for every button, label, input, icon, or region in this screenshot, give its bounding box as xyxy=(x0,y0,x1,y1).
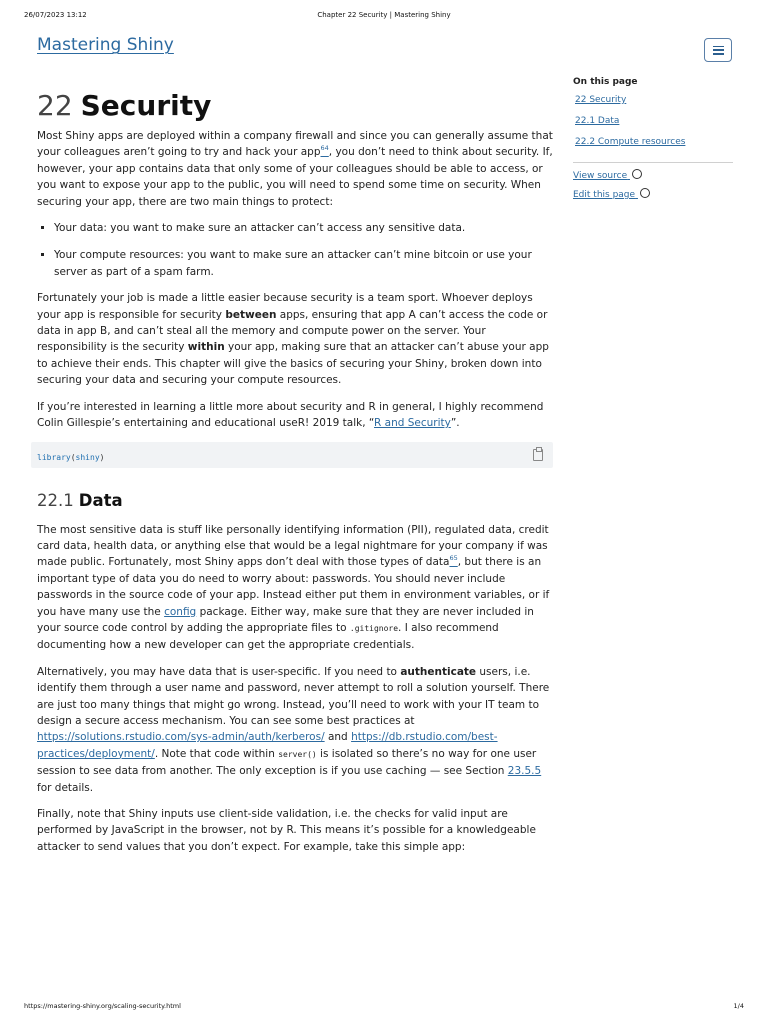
data-paragraph-1: The most sensitive data is stuff like personally identifying information (PII), regulated data, credit card data, health data, or anything else that would be a legal nightmare for your company if was made public. Fortunately, most Shiny apps don’t deal with those types of data$^{65}$, but there is an important type of data you do need to worry about: passwords. You should never include passwords in the source code of your app. Instead either put them in environment variables, or if you have many use the config package. Either way, make sure that they are never included in your source code control by adding the appropriate files to .gitignore. I also recommend documenting how a new developer can get the appropriate credentials. xyxy=(37,523,550,652)
site-title-link[interactable]: Mastering Shiny xyxy=(37,35,174,55)
main-content xyxy=(37,88,557,865)
footnote-65-link[interactable]: 65 xyxy=(449,554,458,563)
config-link[interactable]: config xyxy=(164,605,197,618)
footnote-64-link[interactable]: 64 xyxy=(320,144,329,153)
hamburger-menu-icon xyxy=(713,46,724,55)
intro-paragraph-3: If you’re interested in learning a little more about security and R in general, I highly recommend Colin Gillespie’s entertaining and educational useR! 2019 talk, “R and Security”. xyxy=(37,400,544,430)
print-title: Chapter 22 Security | Mastering Shiny xyxy=(317,11,451,19)
data-paragraph-3: Finally, note that Shiny inputs use client-side validation, i.e. the checks for valid input are performed by JavaScript in the browser, not by R. This means it’s possible for a knowledgeable attacker to send values that you don’t expect. For example, take this simple app: xyxy=(37,808,536,853)
copy-icon[interactable] xyxy=(533,449,543,461)
list-item: ▪ Your compute resources: you want to make sure an attacker can’t mine bitcoin or use your server as part of a spam farm. xyxy=(54,247,557,280)
code-function: library xyxy=(37,453,71,462)
inline-code-server: server() xyxy=(278,749,317,759)
kerberos-link[interactable]: https://solutions.rstudio.com/sys-admin/auth/kerberos/ xyxy=(37,731,325,744)
r-and-security-link[interactable]: R and Security xyxy=(374,417,451,430)
toc-item-security[interactable]: 22 Security xyxy=(575,95,627,105)
chapter-title xyxy=(37,88,557,124)
print-datetime: 26/07/2023 13:12 xyxy=(24,11,87,19)
github-icon xyxy=(632,169,642,179)
code-block: library(shiny) xyxy=(31,442,553,468)
print-url: https://mastering-shiny.org/scaling-security.html xyxy=(24,1002,181,1010)
list-item: ▪ Your data: you want to make sure an attacker can’t access any sensitive data. xyxy=(54,220,557,236)
edit-page-label: Edit this page xyxy=(573,190,636,200)
table-of-contents xyxy=(573,77,733,207)
github-icon xyxy=(640,188,650,198)
print-page-number: 1/4 xyxy=(733,1002,744,1010)
data-paragraph-2: Alternatively, you may have data that is user-specific. If you need to authenticate users, i.e. identify them through a user name and password, never attempt to roll a solution yourself. There are just too many things that might go wrong. Instead, you’ll need to work with your IT team to design a secure access mechanism. You can see some best practices at https://solutions.rstudio.com/sys-admin/auth/kerberos/ and https://db.rstudio.com/best-practices/deployment/. Note that code within server() is isolated so there’s no way for one user session to see data from another. The only exception is if you use caching — see Section 23.5.5 for details. xyxy=(37,665,550,794)
edit-page-link[interactable] xyxy=(573,188,733,207)
intro-paragraph-1: Most Shiny apps are deployed within a company firewall and since you can generally assume that your colleagues aren’t going to try and hack your app$^{64}$, you don’t need to think about security. If, however, your app contains data that only some of your colleagues should be able to access, or you want to expose your app to the public, you will need to spend some time on security. When securing your app, there are two main things to protect: xyxy=(37,130,553,208)
view-source-label: View source xyxy=(573,171,628,181)
toc-item-data[interactable]: 22.1 Data xyxy=(575,116,620,126)
chapter-number: 22 xyxy=(37,89,73,122)
menu-button[interactable] xyxy=(704,38,732,62)
deployment-link[interactable]: https://db.rstudio.com/best-practices/deployment/ xyxy=(37,731,498,760)
view-source-link[interactable] xyxy=(573,169,733,188)
inline-code-gitignore: .gitignore xyxy=(349,623,399,633)
section-title-data xyxy=(37,490,557,512)
code-argument: shiny xyxy=(75,453,100,462)
protect-list xyxy=(54,220,557,280)
toc-divider xyxy=(573,162,733,163)
chapter-title-text: Security xyxy=(80,89,212,122)
intro-paragraph-2: Fortunately your job is made a little easier because security is a team sport. Whoever deploys your app is responsible for security between apps, ensuring that app A can’t access the code or data in app B, and can’t steal all the memory and compute power on the server. Your responsibility is the security within your app, making sure that an attacker can’t abuse your app to achieve their ends. This chapter will give the basics of securing your Shiny, broken down into securing your data and securing your compute resources. xyxy=(37,292,549,387)
section-23-5-5-link[interactable]: 23.5.5 xyxy=(507,765,542,778)
toc-heading: On this page xyxy=(573,77,638,87)
section-title-text: Data xyxy=(78,490,123,510)
section-number: 22.1 xyxy=(37,490,74,510)
toc-item-compute-resources[interactable]: 22.2 Compute resources xyxy=(575,137,686,147)
